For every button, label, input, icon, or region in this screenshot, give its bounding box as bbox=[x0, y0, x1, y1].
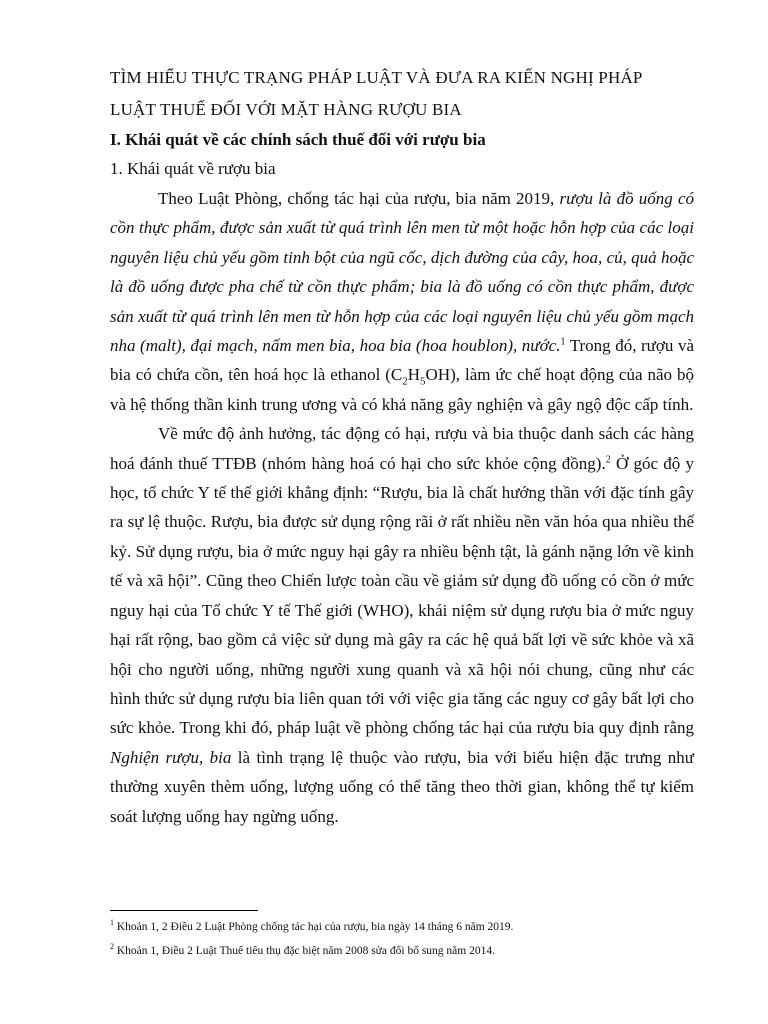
subscript-5: 5 bbox=[420, 375, 426, 388]
section-heading: I. Khái quát về các chính sách thuế đối với rượu bia bbox=[110, 130, 486, 149]
footnote-2 bbox=[110, 939, 710, 963]
document-body bbox=[110, 62, 694, 831]
para1-definition-italic: rượu là đồ uống có cồn thực phẩm, được sản xuất từ quá trình lên men từ một hoặc hỗn hợp của các loại nguyên liệu chủ yếu gồm tinh bột của ngũ cốc, dịch đường của cây, hoa, củ, quả hoặc là đồ uống được pha chế từ cồn thực phẩm; bia là đồ uống có cồn thực phẩm, được sản xuất từ quá trình lên men từ hỗn hợp của các loại nguyên liệu chủ yếu gồm mạch nha (malt), đại mạch, nấm men bia, hoa bia (hoa houblon), nước. bbox=[110, 189, 694, 356]
footnote-2-number: 2 bbox=[110, 942, 114, 952]
footnote-1 bbox=[110, 915, 710, 939]
footnote-ref-1[interactable]: 1 bbox=[560, 336, 566, 348]
para2-mid: Ở góc độ y học, tổ chức Y tế thế giới khẳng định: “Rượu, bia là chất hướng thần với đặc tính gây ra sự lệ thuộc. Rượu, bia được sử dụng rộng rãi ở rất nhiều nền văn hóa qua nhiều thế kỷ. Sử dụng rượu, bia ở mức nguy hại gây ra nhiều bệnh tật, là gánh nặng lớn về kinh tế và xã hội”. Cũng theo Chiến lược toàn cầu về giảm sử dụng đồ uống có cồn ở mức nguy hại của Tổ chức Y tế Thế giới (WHO), khái niệm sử dụng rượu bia ở mức nguy hại rất rộng, bao gồm cả việc sử dụng mà gây ra các hệ quả bất lợi về sức khỏe và xã hội cho người uống, những người xung quanh và xã hội nói chung, cũng như các hình thức sử dụng rượu bia liên quan tới với việc gia tăng các nguy cơ gây bất lợi cho sức khỏe. Trong khi đó, pháp luật về phòng chống tác hại của rượu bia quy định rằng bbox=[110, 453, 694, 738]
footnote-1-number: 1 bbox=[110, 918, 114, 928]
subsection-heading: 1. Khái quát về rượu bia bbox=[110, 159, 276, 178]
para1-lead: Theo Luật Phòng, chống tác hại của rượu, bia năm 2019, bbox=[158, 189, 560, 208]
footnote-2-text: Khoản 1, Điều 2 Luật Thuế tiêu thụ đặc biệt năm 2008 sửa đổi bổ sung năm 2014. bbox=[114, 945, 495, 957]
footnotes bbox=[110, 915, 710, 963]
document-title bbox=[110, 62, 694, 126]
para2-lead: Về mức độ ảnh hưởng, tác động có hại, rượu và bia thuộc danh sách các hàng hoá đánh thuế TTĐB (nhóm hàng hoá có hại cho sức khỏe cộng đồng). bbox=[110, 424, 694, 473]
para2-tail: là tình trạng lệ thuộc vào rượu, bia với biểu hiện đặc trưng như thường xuyên thèm uống, lượng uống có thể tăng theo thời gian, không thể tự kiểm soát lượng uống hay ngừng uống. bbox=[110, 747, 695, 826]
footnote-1-text: Khoản 1, 2 Điều 2 Luật Phòng chống tác hại của rượu, bia ngày 14 tháng 6 năm 2019. bbox=[114, 921, 514, 933]
para1-tail: OH), làm ức chế hoạt động của não bộ và hệ thống thần kinh trung ương và có khả năng gây nghiện và gây ngộ độc cấp tính. bbox=[110, 365, 694, 414]
footnote-separator bbox=[110, 910, 258, 911]
footnote-ref-2[interactable]: 2 bbox=[605, 454, 611, 465]
paragraph-impact bbox=[110, 419, 694, 831]
para1-mid2: H bbox=[407, 365, 421, 385]
subscript-2: 2 bbox=[402, 375, 408, 388]
para2-italic-term: Nghiện rượu, bia bbox=[110, 747, 232, 767]
para1-mid: Trong đó, rượu và bia có chứa cồn, tên hoá học là ethanol (C bbox=[110, 336, 694, 385]
paragraph-definition bbox=[110, 184, 694, 419]
title-line-2: LUẬT THUẾ ĐỐI VỚI MẶT HÀNG RƯỢU BIA bbox=[110, 100, 462, 119]
title-line-1: TÌM HIỂU THỰC TRẠNG PHÁP LUẬT VÀ ĐƯA RA KIẾN NGHỊ PHÁP bbox=[110, 68, 643, 87]
